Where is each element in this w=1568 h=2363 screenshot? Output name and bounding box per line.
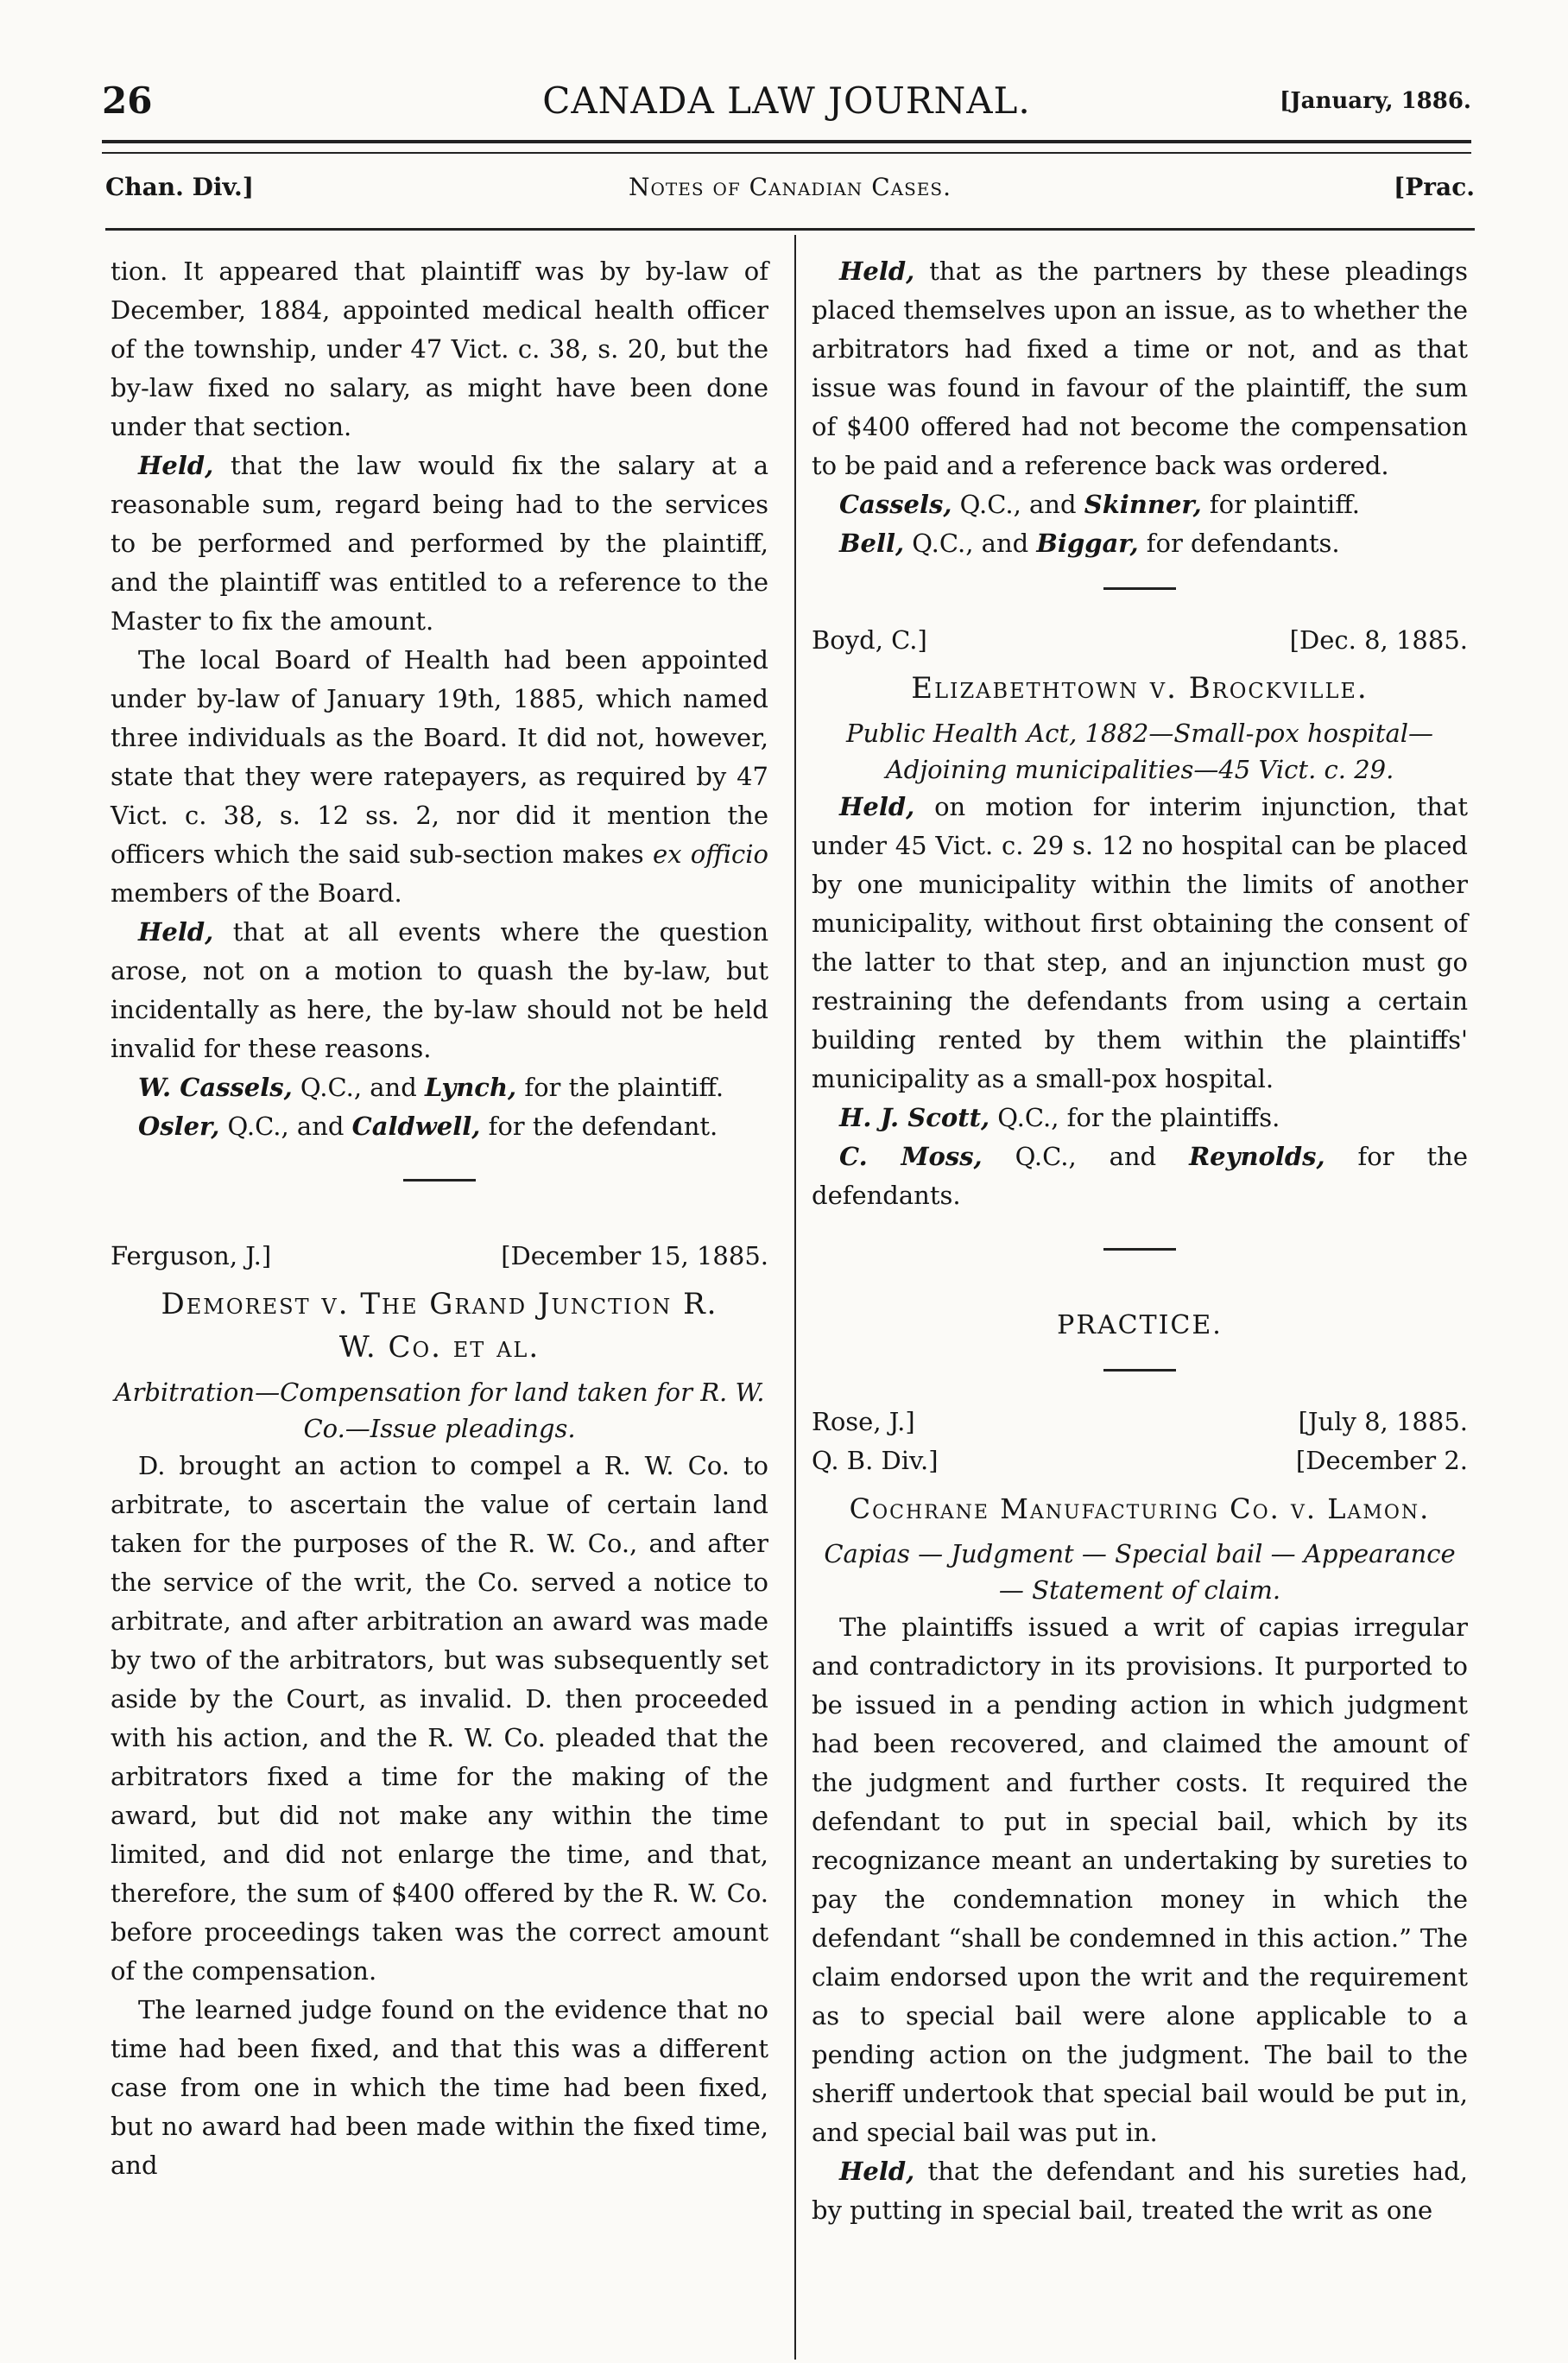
right-column [812,252,1468,2230]
paragraph [812,788,1468,1099]
journal-title: CANADA LAW JOURNAL. [542,79,1031,122]
page-header [102,79,1471,128]
counsel-name: W. Cassels, [138,1073,293,1102]
counsel-text: Q.C., and [952,490,1084,519]
paragraph-text: that the law would fix the salary at a reasonable sum, regard being had to the services to be performed and performed by the plaintiff, and the plaintiff was entitled to a reference to the Master to fix the amount. [111,451,768,636]
counsel-text: for the defendant. [480,1112,718,1141]
headnote: Public Health Act, 1882—Small-pox hospital—Adjoining municipalities—45 Vict. c. 29. [845,719,1434,784]
held-label: Held, [138,451,214,480]
counsel-line [812,1099,1468,1137]
paragraph-text: members of the Board. [111,878,402,908]
headnote: Capias — Judgment — Special bail — Appearance — Statement of claim. [824,1539,1456,1605]
paragraph-text: that as the partners by these pleadings placed themselves upon an issue, as to whether the arbitrators had fixed a time or not, and as that issue was found in favour of the plaintiff, the sum of $400 offered had not become the compensation to be paid and a reference back was ordered. [812,257,1468,480]
issue-date: [January, 1886. [1280,88,1471,114]
paragraph [812,2152,1468,2230]
counsel-text: for the defendants. [812,1142,1468,1210]
held-label: Held, [839,2157,915,2186]
counsel-text: Q.C., and [292,1073,425,1102]
counsel-text: Q.C., and [219,1112,352,1141]
counsel-text: for the plaintiff. [516,1073,724,1102]
counsel-text: Q.C., and [904,529,1037,558]
decision-date: [December 15, 1885. [501,1241,768,1270]
counsel-name: Osler, [138,1112,220,1141]
section-separator [403,1179,476,1182]
counsel-text: Q.C., for the plaintiffs. [989,1103,1280,1132]
counsel-line [111,1068,768,1107]
latin-phrase: ex officio [652,839,768,869]
judge: Ferguson, J.] [111,1241,272,1270]
section-heading-practice: PRACTICE. [1057,1310,1223,1340]
judge: Boyd, C.] [812,625,927,655]
paragraph [111,913,768,1068]
case-title-line: Demorest v. The Grand Junction R. [161,1287,718,1321]
running-head-center: Notes of Canadian Cases. [629,173,952,201]
counsel-name: Bell, [839,529,905,558]
counsel-line [111,1107,768,1146]
paragraph-text: that at all events where the question arose, not on a motion to quash the by-law, but incidentally as here, the by-law should not be held invalid for these reasons. [111,917,768,1063]
case-title: Elizabethtown v. Brockville. [911,671,1369,706]
judge: Rose, J.] [812,1407,915,1436]
counsel-text: for plaintiff. [1201,490,1360,519]
paragraph-text: tion. It appeared that plaintiff was by by-law of December, 1884, appointed medical health officer of the township, under 47 Vict. c. 38, s. 20, but the by-law fixed no salary, as might have been done under that section. [111,257,768,441]
counsel-name: H. J. Scott, [839,1103,990,1132]
running-head [105,173,1475,207]
held-label: Held, [138,917,214,947]
paragraph-text: on motion for interim injunction, that under 45 Vict. c. 29 s. 12 no hospital can be placed by one municipality within the limits of another municipality, without first obtaining the consent of the latter to that step, and an injunction must go restraining the defendants from using a certain building rented by them within the plaintiffs' municipality as a small-pox hospital. [812,792,1468,1093]
page-number: 26 [102,79,153,122]
paragraph [111,447,768,641]
section-separator [1103,1248,1176,1251]
paragraph-text: that the defendant and his sureties had, by putting in special bail, treated the writ as one [812,2157,1468,2225]
paragraph [111,252,768,447]
decision-date: [Dec. 8, 1885. [1289,625,1468,655]
court-line [812,1403,1468,1441]
running-head-right: [Prac. [1394,173,1475,201]
paragraph: D. brought an action to compel a R. W. Co. to arbitrate, to ascertain the value of certain land taken for the purposes of the R. W. Co., and after the service of the writ, the Co. served a notice to arbitrate, and after arbitration an award was made by two of the arbitrators, but was subsequently set aside by the Court, as invalid. D. then proceeded with his action, and the R. W. Co. pleaded that the arbitrators fixed a time for the making of the award, but did not make any within the time limited, and did not enlarge the time, and that, therefore, the sum of $400 offered by the R. W. Co. before proceedings taken was the correct amount of the compensation. [111,1451,768,1986]
counsel-text: Q.C., and [982,1142,1190,1171]
running-head-left: Chan. Div.] [105,173,255,201]
decision-date: [December 2. [1295,1446,1468,1475]
counsel-name: Skinner, [1084,490,1202,519]
header-double-rule [102,140,1471,154]
paragraph: The plaintiffs issued a writ of capias irregular and contradictory in its provisions. It purported to be issued in a pending action in which judgment had been recovered, and claimed the amount of the judgment and further costs. It required the defendant to put in special bail, which by its recognizance meant an undertaking by sureties to pay the condemnation money in which the defendant “shall be condemned in this action.” The claim endorsed upon the writ and the requirement as to special bail were alone applicable to a pending action on the judgment. The bail to the sheriff undertook that special bail would be put in, and special bail was put in. [812,1612,1468,2147]
case-title-line: W. Co. et al. [338,1330,541,1365]
counsel-name: Lynch, [425,1073,517,1102]
counsel-line [812,1137,1468,1215]
paragraph: The learned judge found on the evidence that no time had been fixed, and that this was a different case from one in which the time had been fixed, but no award had been made within the fixed time, and [111,1995,768,2180]
counsel-text: for defendants. [1138,529,1340,558]
section-separator [1103,1369,1176,1372]
counsel-name: Cassels, [839,490,952,519]
held-label: Held, [839,257,915,286]
counsel-line [812,485,1468,524]
court-division: Q. B. Div.] [812,1446,939,1475]
counsel-name: C. Moss, [839,1142,983,1171]
paragraph [812,252,1468,485]
counsel-name: Reynolds, [1189,1142,1325,1171]
paragraph [111,641,768,913]
case-title [111,1283,768,1369]
held-label: Held, [839,792,915,821]
section-separator [1103,587,1176,590]
column-divider [794,235,796,2360]
court-line [812,621,1468,660]
paragraph-text: The local Board of Health had been appointed under by-law of January 19th, 1885, which named three individuals as the Board. It did not, however, state that they were ratepayers, as required by 47 Vict. c. 38, s. 12 ss. 2, nor did it mention the officers which the said sub-section makes [111,645,768,869]
court-line [812,1441,1468,1480]
case-title: Cochrane Manufacturing Co. v. Lamon. [849,1492,1431,1525]
counsel-name: Biggar, [1036,529,1139,558]
counsel-name: Caldwell, [351,1112,481,1141]
headnote: Arbitration—Compensation for land taken for R. W. Co.—Issue pleadings. [114,1378,765,1443]
decision-date: [July 8, 1885. [1298,1407,1468,1436]
running-head-rule [105,228,1475,231]
court-line [111,1237,768,1276]
left-column [111,252,768,2185]
counsel-line [812,524,1468,563]
